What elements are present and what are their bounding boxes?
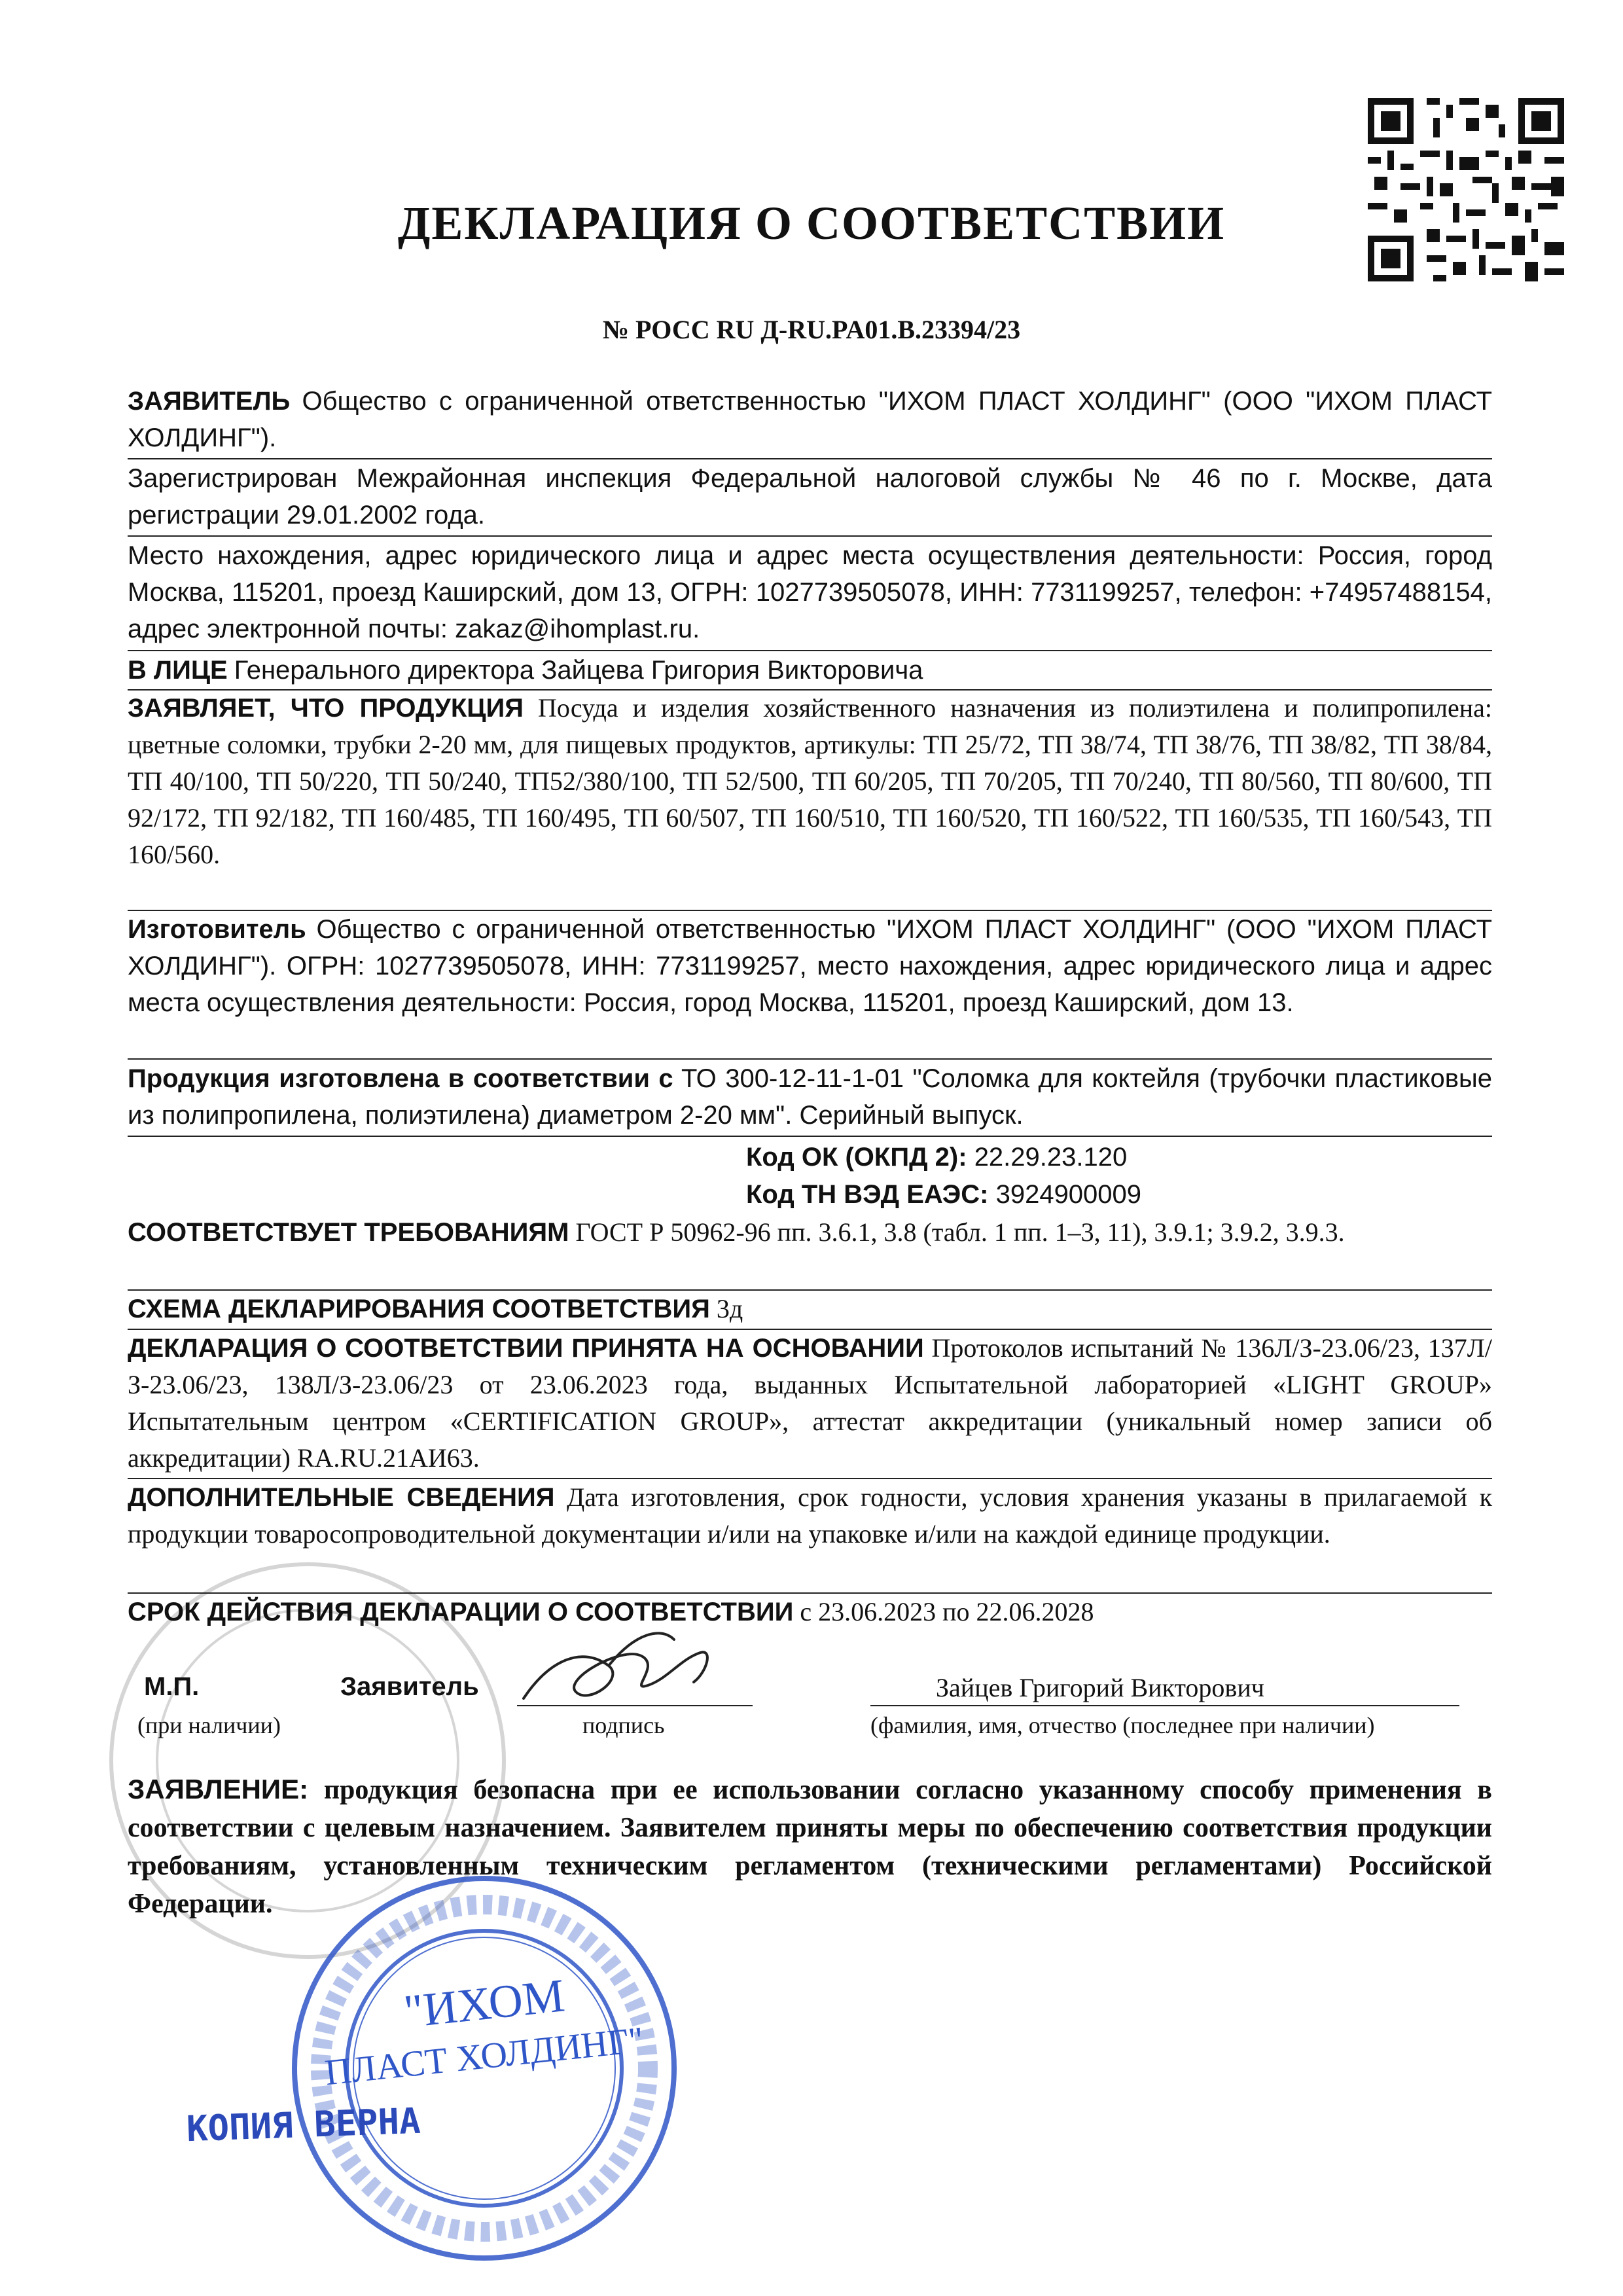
manufacturer-text: Общество с ограниченной ответственностью "ИХОМ ПЛАСТ ХОЛДИНГ" (ООО "ИХОМ ПЛАСТ ХОЛДИНГ"). ОГРН: 1027739505078, ИНН: 7731199257, место нахождения, адрес юридического лица и адрес места осуществления деятельности: Россия, город Москва, 115201, проезд Каширский, дом 13. (128, 915, 1493, 1017)
seal-text-line1: "ИХОМ (401, 1969, 567, 2038)
declares-label: ЗАЯВЛЯЕТ, ЧТО ПРОДУКЦИЯ (128, 694, 524, 723)
handwritten-signature-icon (510, 1620, 746, 1725)
applicant-text: Общество с ограниченной ответственностью "ИХОМ ПЛАСТ ХОЛДИНГ" (ООО "ИХОМ ПЛАСТ ХОЛДИНГ"). (128, 387, 1493, 452)
scheme-section (128, 1291, 1492, 1327)
signature-caption: подпись (582, 1712, 665, 1738)
divider (128, 458, 1492, 459)
produced-label: Продукция изготовлена в соответствии с (128, 1064, 673, 1093)
validity-section (128, 1594, 1492, 1630)
divider (128, 1058, 1492, 1060)
divider (128, 1136, 1492, 1137)
scheme-label: СХЕМА ДЕКЛАРИРОВАНИЯ СООТВЕТСТВИЯ (128, 1295, 710, 1323)
registration-text: Зарегистрирован Межрайонная инспекция Федеральной налоговой службы № 46 по г. Москве, дата регистрации 29.01.2002 года. (128, 464, 1492, 529)
represented-label: В ЛИЦЕ (128, 656, 228, 685)
produced-text: ТО 300-12-11-1-01 "Соломка для коктейля (трубочки пластиковые из полипропилена, полиэтилена) диаметром 2-20 мм". Серийный выпуск. (128, 1064, 1493, 1130)
declares-section (128, 690, 1492, 873)
represented-text: Генерального директора Зайцева Григория Викторовича (234, 656, 923, 685)
tnved-label: Код ТН ВЭД ЕАЭС: (746, 1180, 989, 1209)
tnved-code (746, 1176, 1141, 1213)
seal-text-line2: ПЛАСТ ХОЛДИНГ" (323, 2019, 646, 2094)
declares-text: Посуда и изделия хозяйственного назначения из полиэтилена и полипропилена: цветные соломки, трубки 2-20 мм, для пищевых продуктов, артикулы: ТП 25/72, ТП 38/74, ТП 38/76, ТП 38/82, ТП 38/84, ТП 40/100, ТП 50/220, ТП 50/240, ТП52/380/100, ТП 52/500, ТП 60/205, ТП 70/205, ТП 70/240, ТП 80/560, ТП 80/600, ТП 92/172, ТП 92/182, ТП 160/485, ТП 160/495, ТП 60/507, ТП 160/510, ТП 160/520, ТП 160/522, ТП 160/535, ТП 160/543, ТП 160/560. (128, 693, 1493, 869)
name-caption: (фамилия, имя, отчество (последнее при наличии) (870, 1712, 1375, 1738)
qr-code-icon (1368, 98, 1564, 281)
declaration-number: № РОСС RU Д-RU.PA01.B.23394/23 (602, 315, 1021, 344)
applicant-signature-label: Заявитель (340, 1672, 479, 1701)
complies-section (128, 1214, 1492, 1251)
complies-label: СООТВЕТСТВУЕТ ТРЕБОВАНИЯМ (128, 1218, 569, 1247)
complies-text: ГОСТ Р 50962-96 пп. 3.6.1, 3.8 (табл. 1 пп. 1–3, 11), 3.9.1; 3.9.2, 3.9.3. (575, 1217, 1345, 1247)
validity-text: с 23.06.2023 по 22.06.2028 (800, 1597, 1094, 1626)
produced-section (128, 1060, 1492, 1134)
validity-label: СРОК ДЕЙСТВИЯ ДЕКЛАРАЦИИ О СООТВЕТСТВИИ (128, 1598, 794, 1626)
statement-text: продукция безопасна при ее использовании согласно указанному способу применения в соответствии с целевым назначением. Заявителем приняты меры по обеспечению соответствия продукции требованиям, установленным техническим регламентом (техническими регламентами) Российской Федерации. (128, 1775, 1492, 1919)
if-any-caption: (при наличии) (137, 1712, 281, 1738)
name-line (870, 1705, 1459, 1706)
basis-label: ДЕКЛАРАЦИЯ О СООТВЕТСТВИИ ПРИНЯТА НА ОСНОВАНИИ (128, 1334, 924, 1363)
mp-label: М.П. (144, 1672, 200, 1701)
additional-label: ДОПОЛНИТЕЛЬНЫЕ СВЕДЕНИЯ (128, 1483, 555, 1512)
applicant-label: ЗАЯВИТЕЛЬ (128, 387, 291, 416)
okpd-code (746, 1139, 1127, 1175)
applicant-section (128, 383, 1492, 456)
tnved-value: 3924900009 (995, 1180, 1142, 1209)
additional-text: Дата изготовления, срок годности, условия хранения указаны в прилагаемой к продукции товаросопроводительной документации и/или на упаковке и/или на каждой единице продукции. (128, 1482, 1493, 1549)
signer-name: Зайцев Григорий Викторович (936, 1673, 1264, 1702)
statement-label: ЗАЯВЛЕНИЕ: (128, 1774, 309, 1804)
manufacturer-section (128, 911, 1492, 1021)
scheme-text: 3д (716, 1294, 743, 1323)
page-title: ДЕКЛАРАЦИЯ О СООТВЕТСТВИИ (397, 197, 1226, 249)
basis-section (128, 1330, 1492, 1477)
okpd-value: 22.29.23.120 (974, 1143, 1128, 1172)
divider (128, 650, 1492, 651)
address-text: Место нахождения, адрес юридического лица и адрес места осуществления деятельности: Россия, город Москва, 115201, проезд Каширский, дом 13, ОГРН: 1027739505078, ИНН: 7731199257, телефон: +74957488154, адрес электронной почты: zakaz@ihomplast.ru. (128, 541, 1492, 643)
additional-section (128, 1479, 1492, 1552)
manufacturer-label: Изготовитель (128, 915, 306, 944)
okpd-label: Код ОК (ОКПД 2): (746, 1143, 967, 1172)
basis-text: Протоколов испытаний № 136Л/З-23.06/23, 137Л/З-23.06/23, 138Л/З-23.06/23 от 23.06.2023 года, выданных Испытательной лабораторией «LIGHT GROUP» Испытательным центром «CERTIFICATION GROUP», аттестат аккредитации (уникальный номер записи об аккредитации) RA.RU.21АИ63. (128, 1333, 1493, 1473)
copy-certified-stamp: КОПИЯ ВЕРНА (186, 2100, 421, 2150)
represented-section (128, 652, 1492, 689)
divider (128, 535, 1492, 537)
